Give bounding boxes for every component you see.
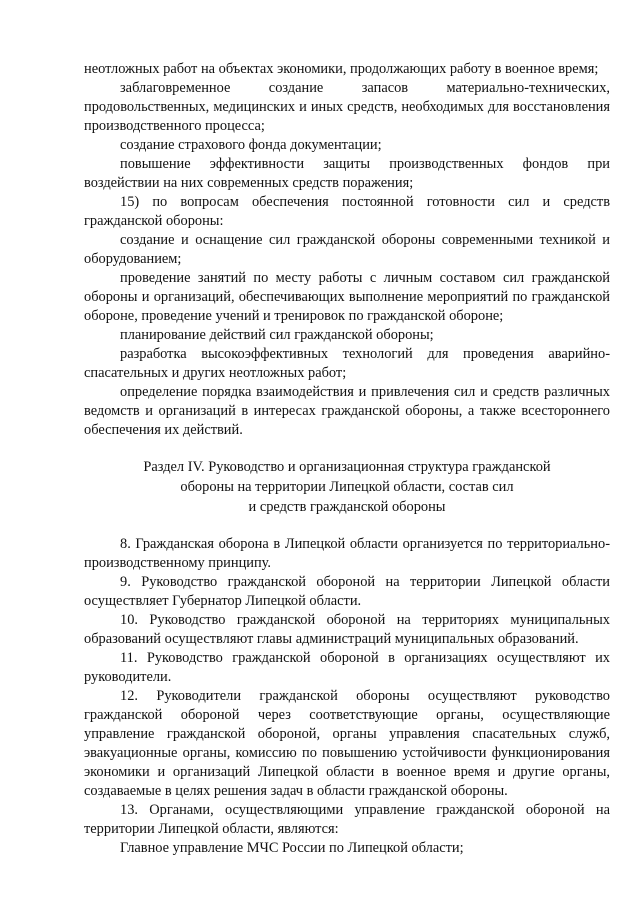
paragraph: создание и оснащение сил гражданской обороны современными техникой и оборудованием;	[84, 232, 610, 267]
section-heading-line-3: и средств гражданской обороны	[248, 499, 446, 515]
paragraph: 11. Руководство гражданской обороной в организациях осуществляют их руководители.	[84, 650, 610, 685]
paragraph: 10. Руководство гражданской обороной на территориях муниципальных образований осуществляют главы администраций муниципальных образований.	[84, 612, 610, 647]
paragraph: Главное управление МЧС России по Липецкой области;	[120, 840, 464, 856]
paragraph: планирование действий сил гражданской обороны;	[120, 327, 434, 343]
paragraph: 12. Руководители гражданской обороны осуществляют руководство гражданской обороной через соответствующие органы, осуществляющие управление гражданской обороной, органы управления спасательных служб, эвакуационные органы, комиссию по повышению устойчивости функционирования экономики и организаций Липецкой области в военное время и другие органы, создаваемые в целях решения задач в области гражданской обороны.	[84, 688, 610, 799]
paragraph: 8. Гражданская оборона в Липецкой области организуется по территориально-производственному принципу.	[84, 536, 610, 571]
paragraph: создание страхового фонда документации;	[120, 137, 382, 153]
paragraph: определение порядка взаимодействия и привлечения сил и средств различных ведомств и организаций в интересах гражданской обороны, а также всестороннего обеспечения их действий.	[84, 384, 610, 438]
section-heading-line-1: Раздел IV. Руководство и организационная структура гражданской	[143, 459, 551, 475]
paragraph: 13. Органами, осуществляющими управление гражданской обороной на территории Липецкой области, являются:	[84, 802, 610, 837]
paragraph: проведение занятий по месту работы с личным составом сил гражданской обороны и организаций, обеспечивающих выполнение мероприятий по гражданской обороне, проведение учений и тренировок по гражданской обороне;	[84, 270, 610, 324]
paragraph: повышение эффективности защиты производственных фондов при воздействии на них современных средств поражения;	[84, 156, 610, 191]
document-page	[84, 60, 610, 858]
paragraph: 15) по вопросам обеспечения постоянной готовности сил и средств гражданской обороны:	[84, 194, 610, 229]
section-heading	[84, 457, 610, 517]
section-heading-line-2: обороны на территории Липецкой области, состав сил	[180, 479, 514, 495]
paragraph: 9. Руководство гражданской обороной на территории Липецкой области осуществляет Губернатор Липецкой области.	[84, 574, 610, 609]
paragraph: неотложных работ на объектах экономики, продолжающих работу в военное время;	[84, 61, 599, 77]
paragraph: заблаговременное создание запасов материально-технических, продовольственных, медицинских и иных средств, необходимых для восстановления производственного процесса;	[84, 80, 610, 134]
paragraph: разработка высокоэффективных технологий для проведения аварийно-спасательных и других неотложных работ;	[84, 346, 610, 381]
